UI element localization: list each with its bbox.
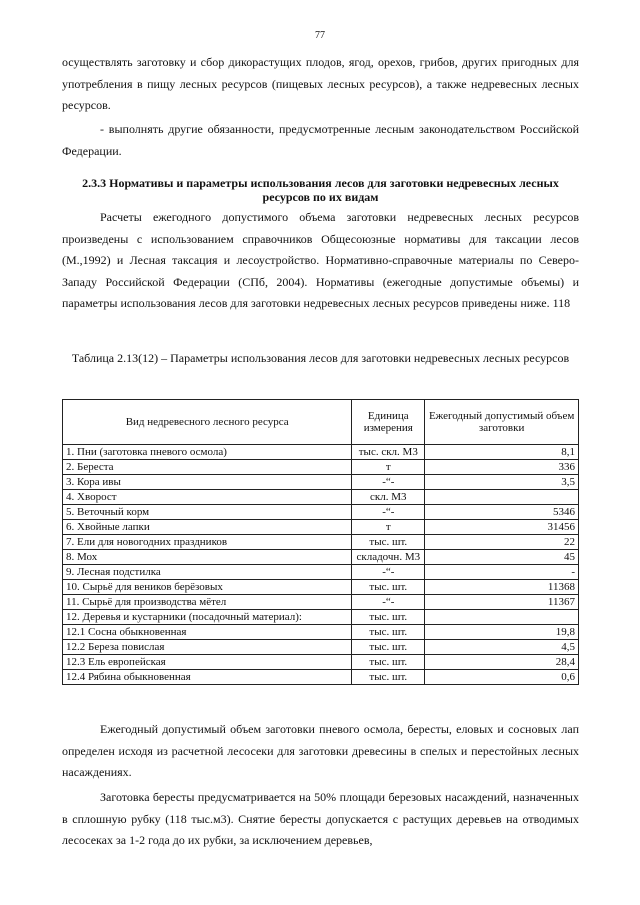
- table-row: [63, 535, 579, 550]
- cell-value: 5346: [425, 505, 579, 520]
- section-heading: 2.3.3 Нормативы и параметры использования лесов для заготовки недревесных лесных ресурсов по их видам: [82, 176, 559, 204]
- table-row: [63, 445, 579, 460]
- table-row: [63, 550, 579, 565]
- intro-paragraph: осуществлять заготовку и сбор дикорастущих плодов, ягод, орехов, грибов, других пригодных для употребления в пищу лесных ресурсов (пищевых лесных ресурсов), а также недревесных лесных ресурсов.: [62, 55, 579, 112]
- cell-resource-name: 7. Ели для новогодних праздников: [63, 535, 352, 550]
- cell-value: 11367: [425, 595, 579, 610]
- cell-resource-name: 2. Береста: [63, 460, 352, 475]
- cell-value: [425, 610, 579, 625]
- cell-value: [425, 490, 579, 505]
- cell-unit: тыс. шт.: [352, 535, 425, 550]
- cell-unit: тыс. шт.: [352, 640, 425, 655]
- table-header-row: [63, 400, 579, 445]
- cell-value: 336: [425, 460, 579, 475]
- cell-resource-name: 9. Лесная подстилка: [63, 565, 352, 580]
- cell-value: 45: [425, 550, 579, 565]
- cell-unit: тыс. шт.: [352, 670, 425, 685]
- cell-value: 28,4: [425, 655, 579, 670]
- cell-resource-name: 12.2 Береза повислая: [63, 640, 352, 655]
- cell-unit: тыс. шт.: [352, 610, 425, 625]
- table-caption: Таблица 2.13(12) – Параметры использования лесов для заготовки недревесных лесных ресурсов: [71, 351, 570, 365]
- cell-value: 0,6: [425, 670, 579, 685]
- table-row: [63, 610, 579, 625]
- cell-unit: т: [352, 520, 425, 535]
- table-row: [63, 520, 579, 535]
- table-row: [63, 565, 579, 580]
- cell-value: 11368: [425, 580, 579, 595]
- table-row: [63, 640, 579, 655]
- table-row: [63, 475, 579, 490]
- cell-unit: тыс. шт.: [352, 625, 425, 640]
- cell-resource-name: 6. Хвойные лапки: [63, 520, 352, 535]
- table-row: [63, 595, 579, 610]
- after-paragraph-1: Ежегодный допустимый объем заготовки пневого осмола, бересты, еловых и сосновых лап определен исходя из расчетной лесосеки для заготовки древесины в спелых и перестойных лесных насаждениях.: [62, 722, 579, 779]
- cell-value: 22: [425, 535, 579, 550]
- table-row: [63, 460, 579, 475]
- cell-value: 19,8: [425, 625, 579, 640]
- resources-table: [62, 399, 579, 685]
- cell-value: 3,5: [425, 475, 579, 490]
- cell-value: 4,5: [425, 640, 579, 655]
- after-paragraph-2: Заготовка бересты предусматривается на 50% площади березовых насаждений, назначенных в сплошную рубку (118 тыс.м3). Снятие бересты допускается с растущих деревьев на отводимых лесосеках за 1-2 года до их рубки, за исключением деревьев,: [62, 790, 579, 847]
- header-resource-type: Вид недревесного лесного ресурса: [63, 400, 352, 445]
- cell-unit: тыс. скл. М3: [352, 445, 425, 460]
- page-number: 77: [315, 30, 325, 41]
- bullet-paragraph: - выполнять другие обязанности, предусмотренные лесным законодательством Российской Федерации.: [62, 122, 579, 158]
- cell-resource-name: 5. Веточный корм: [63, 505, 352, 520]
- cell-unit: скл. М3: [352, 490, 425, 505]
- table-row: [63, 490, 579, 505]
- cell-resource-name: 12.4 Рябина обыкновенная: [63, 670, 352, 685]
- calc-paragraph: Расчеты ежегодного допустимого объема заготовки недревесных лесных ресурсов произведены с использованием справочников Общесоюзные нормативы для таксации лесов (М.,1992) и Лесная таксация и лесоустройство. Нормативно-справочные материалы по Северо-Западу Российской Федерации (СПб, 2004). Нормативы (ежегодные допустимые объемы) и параметры использования лесов для заготовки недревесных лесных ресурсов приведены ниже. 118: [62, 210, 579, 310]
- cell-unit: тыс. шт.: [352, 580, 425, 595]
- cell-resource-name: 11. Сырьё для производства мётел: [63, 595, 352, 610]
- header-unit: Единица измерения: [352, 400, 425, 445]
- cell-unit: -“-: [352, 595, 425, 610]
- cell-unit: тыс. шт.: [352, 655, 425, 670]
- table-row: [63, 655, 579, 670]
- table-row: [63, 670, 579, 685]
- cell-resource-name: 12.3 Ель европейская: [63, 655, 352, 670]
- cell-unit: -“-: [352, 505, 425, 520]
- cell-resource-name: 3. Кора ивы: [63, 475, 352, 490]
- cell-value: 31456: [425, 520, 579, 535]
- table-row: [63, 580, 579, 595]
- cell-unit: складочн. М3: [352, 550, 425, 565]
- cell-unit: т: [352, 460, 425, 475]
- cell-resource-name: 4. Хворост: [63, 490, 352, 505]
- header-annual-volume: Ежегодный допустимый объем заготовки: [425, 400, 579, 445]
- table-row: [63, 505, 579, 520]
- cell-resource-name: 12.1 Сосна обыкновенная: [63, 625, 352, 640]
- cell-resource-name: 12. Деревья и кустарники (посадочный материал):: [63, 610, 352, 625]
- cell-value: 8,1: [425, 445, 579, 460]
- cell-resource-name: 1. Пни (заготовка пневого осмола): [63, 445, 352, 460]
- cell-unit: -“-: [352, 475, 425, 490]
- table-row: [63, 625, 579, 640]
- cell-resource-name: 8. Мох: [63, 550, 352, 565]
- cell-value: -: [425, 565, 579, 580]
- cell-unit: -“-: [352, 565, 425, 580]
- cell-resource-name: 10. Сырьё для веников берёзовых: [63, 580, 352, 595]
